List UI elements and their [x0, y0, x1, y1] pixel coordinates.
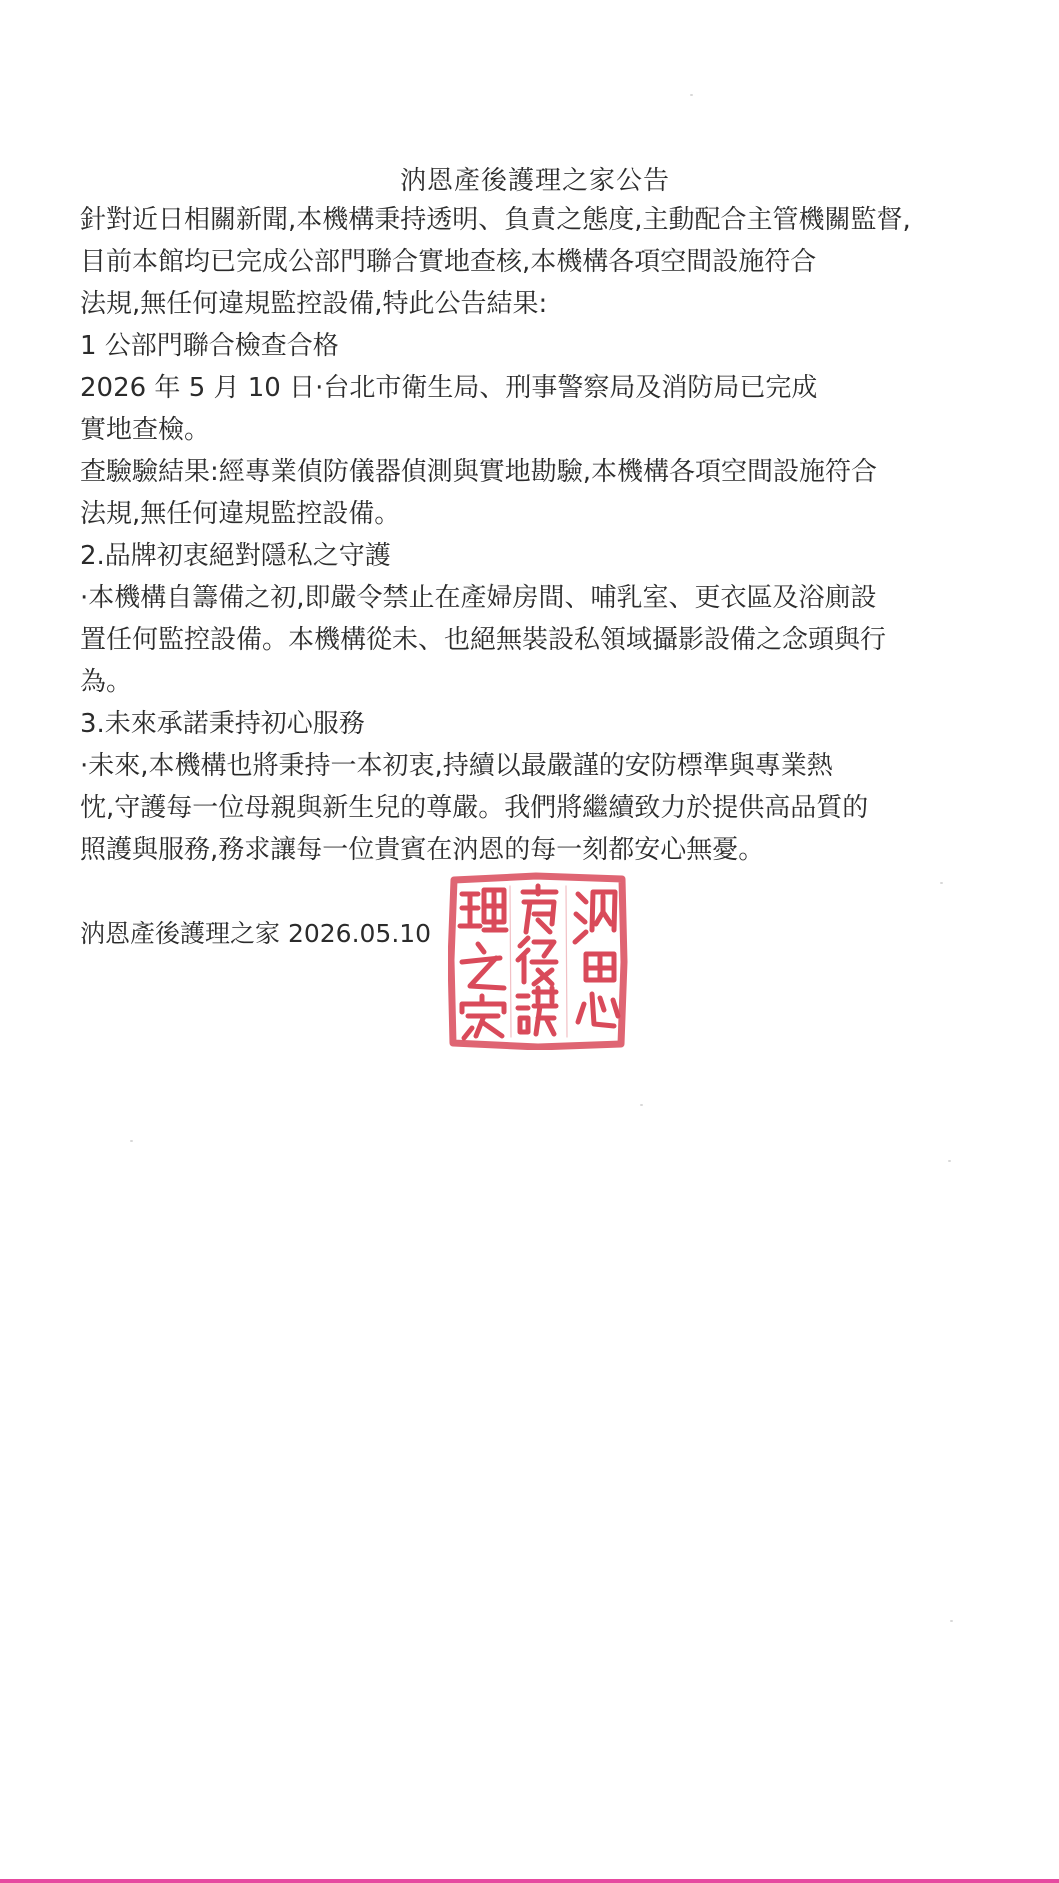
- red-seal-stamp: [448, 872, 628, 1050]
- scan-speck: [948, 1160, 951, 1162]
- body-line-16: 照護與服務,務求讓每一位貴賓在汭恩的每一刻都安心無憂。: [80, 835, 765, 865]
- section-heading-1: 1 公部門聯合檢查合格: [80, 331, 339, 361]
- body-line-6: 實地查檢。: [80, 415, 211, 445]
- body-line-10: ·本機構自籌備之初,即嚴令禁止在產婦房間、哺乳室、更衣區及浴廁設: [80, 583, 877, 613]
- body-line-15: 忱,守護每一位母親與新生兒的尊嚴。我們將繼續致力於提供高品質的: [80, 793, 869, 823]
- scan-speck: [640, 1104, 643, 1106]
- scan-speck: [690, 94, 693, 96]
- body-line-1: 針對近日相關新聞,本機構秉持透明、負責之態度,主動配合主管機關監督,: [80, 205, 911, 235]
- scan-speck: [950, 1620, 953, 1622]
- body-line-14: ·未來,本機構也將秉持一本初衷,持續以最嚴謹的安防標準與專業熱: [80, 751, 833, 781]
- section-heading-3: 3.未來承諾秉持初心服務: [80, 709, 365, 739]
- body-line-12: 為。: [80, 667, 133, 697]
- body-line-7: 查驗驗結果:經專業偵防儀器偵測與實地勘驗,本機構各項空間設施符合: [80, 457, 878, 487]
- body-line-8: 法規,無任何違規監控設備。: [80, 499, 401, 529]
- body-line-2: 目前本館均已完成公部門聯合實地查核,本機構各項空間設施符合: [80, 247, 817, 277]
- scan-speck: [130, 1140, 133, 1142]
- signature-line: 汭恩產後護理之家 2026.05.10: [80, 919, 432, 948]
- section-heading-2: 2.品牌初衷絕對隱私之守護: [80, 541, 391, 571]
- scan-speck: [940, 882, 943, 884]
- body-line-5: 2026 年 5 月 10 日·台北市衛生局、刑事警察局及消防局已完成: [80, 373, 818, 403]
- body-line-3: 法規,無任何違規監控設備,特此公告結果:: [80, 289, 548, 319]
- bottom-accent-bar: [0, 1879, 1059, 1883]
- announcement-title: 汭恩產後護理之家公告: [400, 166, 671, 196]
- body-line-11: 置任何監控設備。本機構從未、也絕無裝設私領域攝影設備之念頭與行: [80, 625, 887, 655]
